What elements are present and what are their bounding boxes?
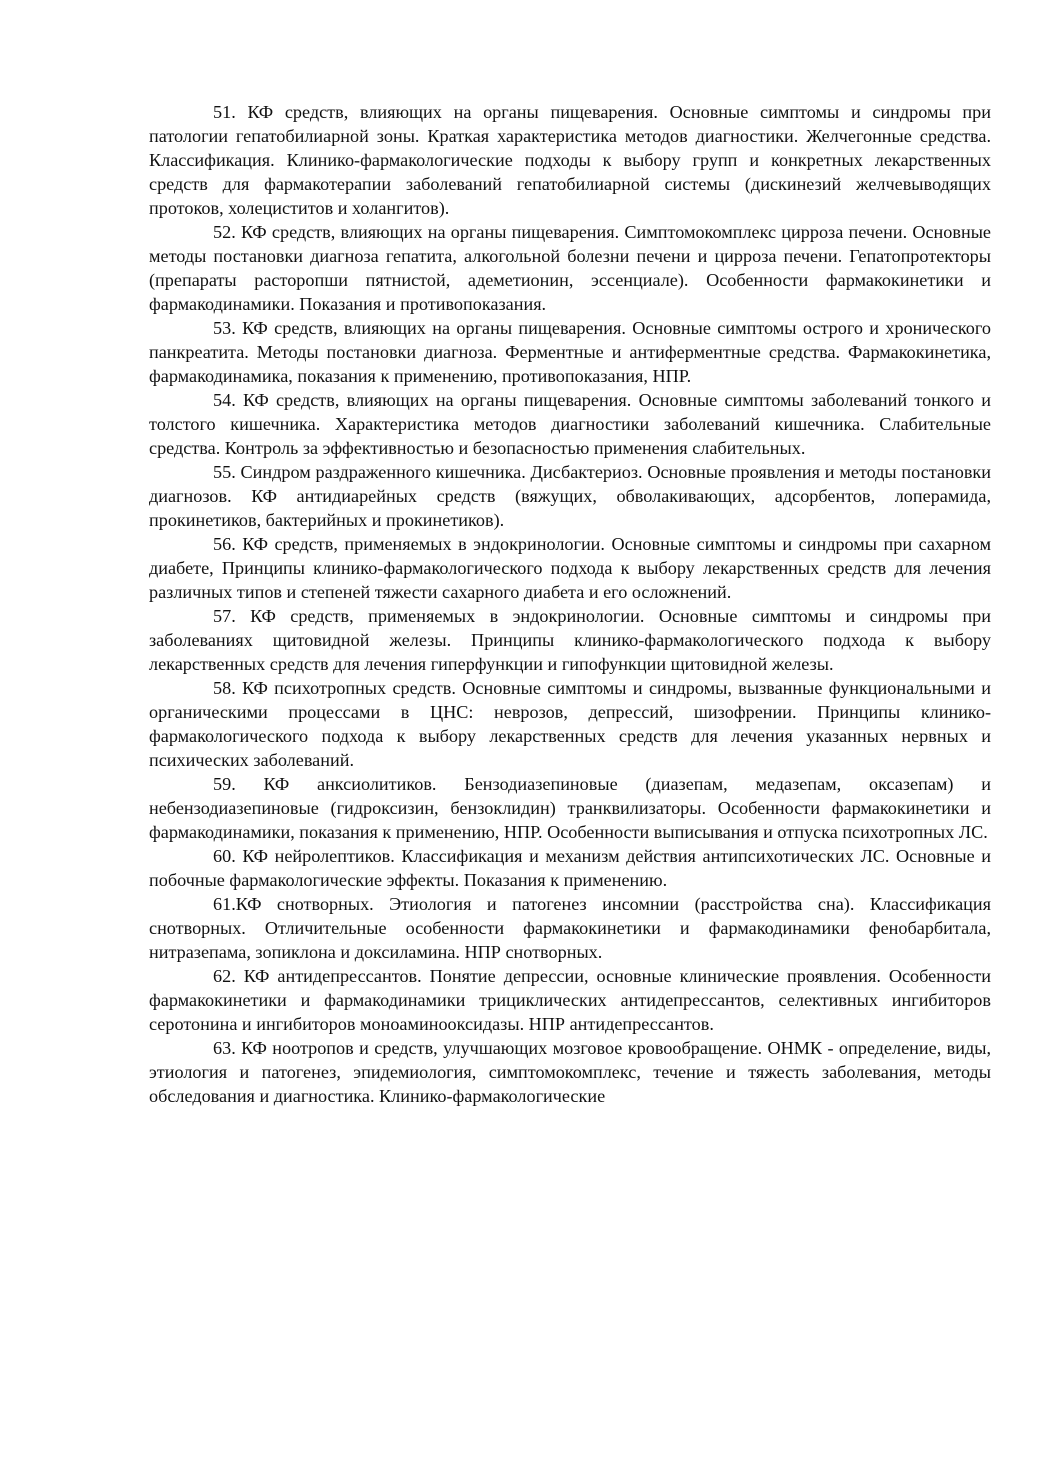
item-text: КФ средств, применяемых в эндокринологии. Основные симптомы и синдромы при сахарном диабете, Принципы клинико-фармакологического подхода к выбору лекарственных средств для лечения различных типов и степеней тяжести сахарного диабета и его осложнений. <box>149 534 992 602</box>
item-text: КФ психотропных средств. Основные симптомы и синдромы, вызванные функциональными и органическими процессами в ЦНС: неврозов, депрессий, шизофрении. Принципы клинико-фармакологического подхода к выбору лекарственных средств для лечения указанных нервных и психических заболеваний. <box>149 678 991 770</box>
item-text: КФ нейролептиков. Классификация и механизм действия антипсихотических ЛС. Основные и побочные фармакологические эффекты. Показания к применению. <box>149 846 992 890</box>
item-number: 55. <box>213 462 236 482</box>
item-number: 52. <box>213 222 236 242</box>
item-text: КФ антидепрессантов. Понятие депрессии, основные клинические проявления. Особенности фармакокинетики и фармакодинамики трициклических антидепрессантов, селективных ингибиторов серотонина и ингибиторов моноаминооксидазы. НПР антидепрессантов. <box>149 966 992 1034</box>
item-text: КФ средств, влияющих на органы пищеварения. Основные симптомы заболеваний тонкого и толстого кишечника. Характеристика методов диагностики заболеваний кишечника. Слабительные средства. Контроль за эффективностью и безопасностью применения слабительных. <box>149 390 992 458</box>
item-text: КФ средств, влияющих на органы пищеварения. Основные симптомы острого и хронического панкреатита. Методы постановки диагноза. Ферментные и антиферментные средства. Фармакокинетика, фармакодинамика, показания к применению, противопоказания, НПР. <box>149 318 991 386</box>
item-number: 63. <box>213 1038 236 1058</box>
item-text: КФ снотворных. Этиология и патогенез инсомнии (расстройства сна). Классификация снотворных. Отличительные особенности фармакокинетики и фармакодинамики фенобарбитала, нитразепама, зопиклона и доксиламина. НПР снотворных. <box>149 894 991 962</box>
item-number: 61. <box>213 894 236 914</box>
item-number: 56. <box>213 534 236 554</box>
item-text: КФ средств, применяемых в эндокринологии. Основные симптомы и синдромы при заболеваниях щитовидной железы. Принципы клинико-фармакологического подхода к выбору лекарственных средств для лечения гиперфункции и гипофункции щитовидной железы. <box>149 606 991 674</box>
item-text: КФ средств, влияющих на органы пищеварения. Симптомокомплекс цирроза печени. Основные методы постановки диагноза гепатита, алкогольной болезни печени и цирроза печени. Гепатопротекторы (препараты расторопши пятнистой, адеметионин, эссенциале). Особенности фармакокинетики и фармакодинамики. Показания и противопоказания. <box>149 222 991 314</box>
document-page <box>149 100 991 1108</box>
list-item-57 <box>149 604 991 676</box>
item-number: 58. <box>213 678 236 698</box>
item-number: 51. <box>213 102 236 122</box>
item-number: 53. <box>213 318 236 338</box>
item-number: 54. <box>213 390 236 410</box>
list-item-55 <box>149 460 991 532</box>
list-item-58 <box>149 676 991 772</box>
item-text: КФ средств, влияющих на органы пищеварения. Основные симптомы и синдромы при патологии гепатобилиарной зоны. Краткая характеристика методов диагностики. Желчегонные средства. Классификация. Клинико-фармакологические подходы к выбору групп и конкретных лекарственных средств для фармакотерапии заболеваний гепатобилиарной системы (дискинезий желчевыводящих протоков, холециститов и холангитов). <box>149 102 991 218</box>
list-item-61 <box>149 892 991 964</box>
list-item-63 <box>149 1036 991 1108</box>
item-number: 59. <box>213 774 236 794</box>
list-item-60 <box>149 844 991 892</box>
item-text: КФ анксиолитиков. Бензодиазепиновые (диазепам, медазепам, оксазепам) и небензодиазепиновые (гидроксизин, бензоклидин) транквилизаторы. Особенности фармакокинетики и фармакодинамики, показания к применению, НПР. Особенности выписывания и отпуска психотропных ЛС. <box>149 774 991 842</box>
item-number: 60. <box>213 846 236 866</box>
item-text: КФ ноотропов и средств, улучшающих мозговое кровообращение. ОНМК - определение, виды, этиология и патогенез, эпидемиология, симптомокомплекс, течение и тяжесть заболевания, методы обследования и диагностика. Клинико-фармакологические <box>149 1038 991 1106</box>
list-item-51 <box>149 100 991 220</box>
item-number: 57. <box>213 606 236 626</box>
list-item-54 <box>149 388 991 460</box>
list-item-56 <box>149 532 991 604</box>
list-item-59 <box>149 772 991 844</box>
item-text: Синдром раздраженного кишечника. Дисбактериоз. Основные проявления и методы постановки диагнозов. КФ антидиарейных средств (вяжущих, обволакивающих, адсорбентов, лоперамида, прокинетиков, бактерийных и прокинетиков). <box>149 462 992 530</box>
list-item-52 <box>149 220 991 316</box>
list-item-53 <box>149 316 991 388</box>
list-item-62 <box>149 964 991 1036</box>
item-number: 62. <box>213 966 236 986</box>
